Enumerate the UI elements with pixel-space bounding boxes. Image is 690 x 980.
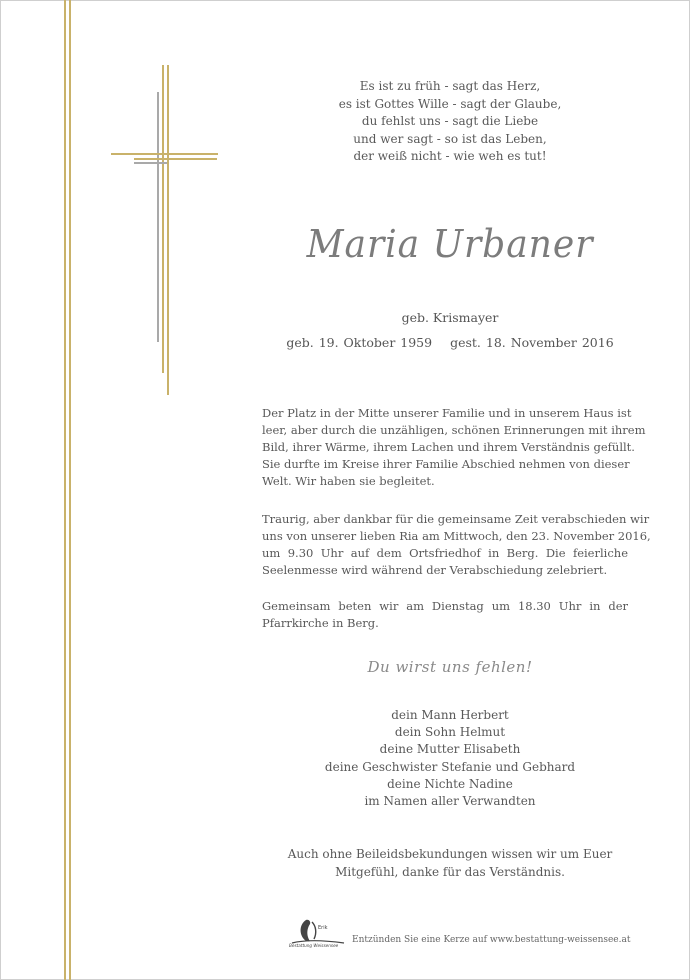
logo-label: Erik <box>318 925 328 931</box>
deceased-name: Maria Urbaner <box>306 222 594 266</box>
paragraph-prayer <box>262 598 628 632</box>
poem <box>280 78 620 166</box>
family-member: im Namen aller Verwandten <box>364 794 536 809</box>
closing-line: Du wirst uns fehlen! <box>367 658 533 676</box>
paragraph-funeral <box>262 511 651 579</box>
poem-line: und wer sagt - so ist das Leben, <box>353 131 547 146</box>
birth-name: geb. Krismayer <box>401 310 499 325</box>
family-member: deine Geschwister Stefanie und Gebhard <box>324 759 576 774</box>
candle-link-text: Entzünden Sie eine Kerze auf www.bestattung-weissensee.at <box>352 935 631 945</box>
text-line: uns von unserer lieben Ria am Mittwoch, den 23. November 2016, <box>262 529 651 543</box>
funeral-home-logo <box>286 916 348 948</box>
birth-date: geb. 19. Oktober 1959 <box>286 335 433 350</box>
text-line: Traurig, aber dankbar für die gemeinsame Zeit verabschieden wir <box>262 512 650 526</box>
text-line: Gemeinsam beten wir am Dienstag um 18.30 Uhr in der <box>262 599 628 613</box>
text-line: Seelenmesse wird während der Verabschiedung zelebriert. <box>262 563 608 577</box>
paragraph-memory <box>262 405 646 490</box>
family-member: deine Nichte Nadine <box>387 776 513 791</box>
death-date: gest. 18. November 2016 <box>450 335 614 350</box>
left-gold-line-inner <box>69 0 71 980</box>
thanks-line: Mitgefühl, danke für das Verständnis. <box>335 865 565 879</box>
text-line: Sie durfte im Kreise ihrer Familie Abschied nehmen von dieser <box>262 457 630 471</box>
life-dates <box>260 335 640 350</box>
left-gold-line-outer <box>64 0 66 980</box>
text-line: Pfarrkirche in Berg. <box>262 616 379 630</box>
poem-line: Es ist zu früh - sagt das Herz, <box>359 79 541 93</box>
text-line: Welt. Wir haben sie begleitet. <box>262 474 435 488</box>
text-line: leer, aber durch die unzähligen, schönen Erinnerungen mit ihrem <box>262 423 646 437</box>
family-member: dein Mann Herbert <box>391 708 509 722</box>
family-member: dein Sohn Helmut <box>394 725 506 740</box>
text-line: Der Platz in der Mitte unserer Familie und in unserem Haus ist <box>262 406 632 420</box>
thanks-note <box>280 845 620 881</box>
text-line: Bild, ihrer Wärme, ihrem Lachen und ihrem Verständnis gefüllt. <box>262 440 635 454</box>
poem-line: du fehlst uns - sagt die Liebe <box>361 114 539 128</box>
logo-company: Bestattung Weissensee <box>289 943 339 948</box>
family-member: deine Mutter Elisabeth <box>379 742 521 757</box>
family-list <box>280 707 620 810</box>
poem-line: es ist Gottes Wille - sagt der Glaube, <box>338 96 562 111</box>
poem-line: der weiß nicht - wie weh es tut! <box>353 149 547 163</box>
text-line: um 9.30 Uhr auf dem Ortsfriedhof in Berg. Die feierliche <box>262 546 628 560</box>
thanks-line: Auch ohne Beileidsbekundungen wissen wir um Euer <box>287 847 613 861</box>
